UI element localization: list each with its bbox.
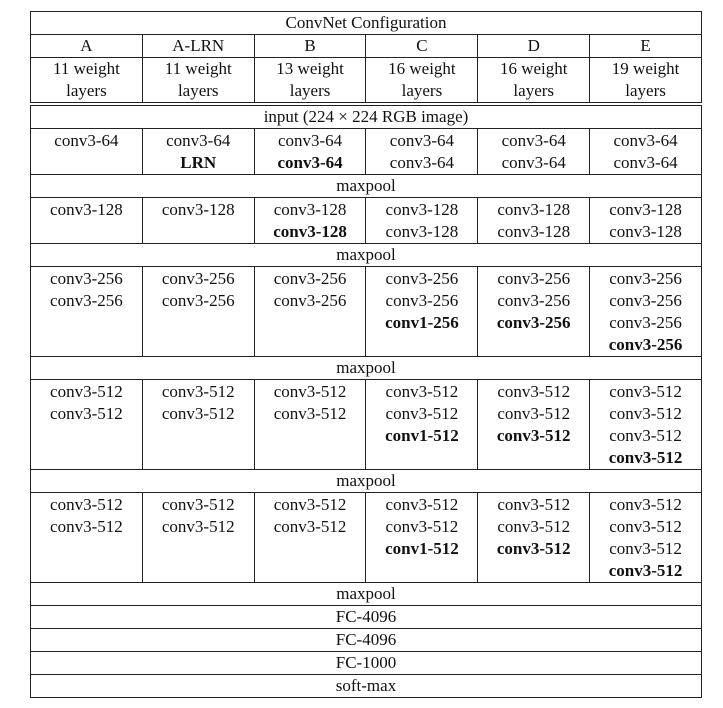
maxpool-row [31, 357, 702, 380]
weight-unit: layers [289, 81, 331, 100]
conv-block-cell-a [31, 493, 143, 583]
layer-item: conv3-512 [609, 539, 682, 558]
weight-layers-e [590, 58, 702, 103]
weight-count: 16 weight [499, 59, 568, 78]
weight-count: 19 weight [611, 59, 680, 78]
conv-block-cell-a-lrn [142, 267, 254, 357]
layer-item: conv3-128 [385, 200, 459, 219]
conv-block-cell-a-lrn [142, 380, 254, 470]
added-layer: conv3-512 [608, 448, 683, 467]
maxpool-layer: maxpool [31, 470, 702, 493]
conv-block-cell-a-lrn [142, 129, 254, 175]
conv-block-row [31, 198, 702, 244]
tail-layer-row [31, 606, 702, 629]
config-name-a-lrn: A-LRN [142, 35, 254, 58]
layer-item: conv3-128 [497, 222, 571, 241]
layer-item: conv3-256 [273, 291, 347, 310]
maxpool-row [31, 244, 702, 267]
conv-block-cell-a-lrn [142, 493, 254, 583]
layer-item: conv3-512 [609, 404, 682, 423]
config-name-c: C [366, 35, 478, 58]
tail-layer-row [31, 652, 702, 675]
layer-item: conv3-256 [50, 269, 123, 288]
layer-item: conv3-512 [273, 382, 347, 401]
layer-item: conv3-512 [161, 404, 235, 423]
layer-item: conv3-256 [497, 291, 571, 310]
weight-count: 11 weight [164, 59, 232, 78]
layer-item: conv3-256 [609, 313, 682, 332]
layer-item: conv3-256 [273, 269, 347, 288]
config-name-b: B [254, 35, 366, 58]
layer-item: conv3-128 [609, 200, 682, 219]
layer-item: conv3-512 [385, 517, 459, 536]
fc-layer: FC-1000 [31, 652, 702, 675]
layer-item: conv3-512 [609, 426, 682, 445]
convnet-config-table [30, 11, 702, 698]
conv-block-cell-a [31, 129, 143, 175]
layer-item: conv3-512 [161, 517, 235, 536]
convnet-config-table-wrapper [30, 11, 701, 698]
layer-item: conv3-256 [161, 291, 235, 310]
weight-count: 16 weight [388, 59, 456, 78]
layer-item: conv3-512 [609, 517, 682, 536]
layer-item: conv3-64 [389, 131, 454, 150]
layer-item: conv3-64 [501, 153, 566, 172]
conv-block-cell-a-lrn [142, 198, 254, 244]
maxpool-layer: maxpool [31, 175, 702, 198]
layer-item: conv3-512 [497, 495, 571, 514]
conv-block-cell-e [590, 129, 702, 175]
layer-item: conv3-512 [385, 404, 459, 423]
layer-item: conv3-256 [385, 269, 459, 288]
layer-item: conv3-128 [273, 200, 347, 219]
layer-item: conv3-256 [50, 291, 123, 310]
layer-item: conv3-512 [161, 495, 235, 514]
layer-item: conv3-256 [161, 269, 235, 288]
layer-item: conv3-256 [385, 291, 459, 310]
weight-unit: layers [66, 81, 107, 100]
layer-item: conv3-64 [501, 131, 566, 150]
weight-layers-c [366, 58, 478, 103]
added-layer: LRN [180, 153, 217, 172]
layer-item: conv3-256 [497, 269, 571, 288]
layer-item: conv3-128 [161, 200, 235, 219]
layer-item: conv3-512 [50, 382, 123, 401]
layer-item: conv3-512 [273, 404, 347, 423]
tail-layer-row [31, 629, 702, 652]
layer-item: conv3-512 [50, 517, 123, 536]
layer-item: conv3-128 [609, 222, 682, 241]
maxpool-row [31, 583, 702, 606]
conv-block-row [31, 380, 702, 470]
layer-item: conv3-64 [613, 131, 678, 150]
layer-item: conv3-512 [385, 495, 459, 514]
conv-block-cell-e [590, 493, 702, 583]
layer-item: conv3-256 [609, 269, 682, 288]
weight-unit: layers [177, 81, 219, 100]
added-layer: conv3-128 [273, 222, 347, 241]
maxpool-row [31, 175, 702, 198]
layer-item: conv3-512 [273, 495, 347, 514]
layer-item: conv3-64 [54, 131, 119, 150]
weight-layers-row [31, 58, 702, 103]
weight-count: 11 weight [52, 59, 120, 78]
weight-unit: layers [625, 81, 666, 100]
layer-item: conv3-512 [497, 517, 571, 536]
maxpool-row [31, 470, 702, 493]
layer-item: conv3-512 [50, 404, 123, 423]
layer-item: conv3-64 [277, 131, 343, 150]
layer-item: conv3-128 [497, 200, 571, 219]
softmax-layer: soft-max [31, 675, 702, 698]
layer-item: conv3-128 [50, 200, 123, 219]
layer-item: conv3-64 [613, 153, 678, 172]
conv-block-cell-c [366, 380, 478, 470]
weight-layers-d [478, 58, 590, 103]
conv-block-cell-c [366, 493, 478, 583]
conv-block-row [31, 129, 702, 175]
added-layer: conv3-64 [277, 153, 343, 172]
layer-item: conv3-512 [50, 495, 123, 514]
conv-block-cell-d [478, 493, 590, 583]
fc-layer: FC-4096 [31, 629, 702, 652]
layer-item: conv3-512 [273, 517, 347, 536]
layer-item: conv3-512 [497, 382, 571, 401]
conv-block-cell-d [478, 380, 590, 470]
layer-item: conv3-256 [609, 291, 682, 310]
layer-item: conv3-512 [497, 404, 571, 423]
conv-block-cell-c [366, 129, 478, 175]
config-name-d: D [478, 35, 590, 58]
conv-block-cell-b [254, 129, 366, 175]
added-layer: conv3-512 [608, 561, 683, 580]
added-layer: conv1-512 [385, 426, 459, 445]
conv-block-cell-e [590, 198, 702, 244]
conv-block-row [31, 493, 702, 583]
weight-count: 13 weight [276, 59, 344, 78]
layer-item: conv3-128 [385, 222, 459, 241]
weight-layers-b [254, 58, 366, 103]
table-body [31, 12, 702, 698]
maxpool-layer: maxpool [31, 357, 702, 380]
tail-layer-row [31, 675, 702, 698]
title-row [31, 12, 702, 35]
config-name-a: A [31, 35, 143, 58]
conv-block-cell-c [366, 267, 478, 357]
weight-unit: layers [401, 81, 443, 100]
layer-item: conv3-64 [389, 153, 454, 172]
input-row [31, 106, 702, 129]
added-layer: conv1-512 [385, 539, 459, 558]
added-layer: conv3-256 [608, 335, 683, 354]
fc-layer: FC-4096 [31, 606, 702, 629]
conv-block-cell-a [31, 267, 143, 357]
added-layer: conv3-512 [496, 426, 571, 445]
conv-block-cell-b [254, 493, 366, 583]
added-layer: conv1-256 [385, 313, 459, 332]
conv-block-cell-e [590, 380, 702, 470]
conv-block-cell-d [478, 198, 590, 244]
conv-block-cell-a [31, 198, 143, 244]
layer-item: conv3-512 [609, 495, 682, 514]
table-title: ConvNet Configuration [31, 12, 702, 35]
config-name-row [31, 35, 702, 58]
conv-block-cell-c [366, 198, 478, 244]
weight-layers-a [31, 58, 143, 103]
weight-layers-a-lrn [142, 58, 254, 103]
conv-block-cell-a [31, 380, 143, 470]
weight-unit: layers [513, 81, 555, 100]
conv-block-cell-b [254, 380, 366, 470]
added-layer: conv3-256 [496, 313, 571, 332]
conv-block-cell-d [478, 267, 590, 357]
config-name-e: E [590, 35, 702, 58]
conv-block-cell-e [590, 267, 702, 357]
maxpool-layer: maxpool [31, 583, 702, 606]
conv-block-cell-b [254, 198, 366, 244]
conv-block-cell-d [478, 129, 590, 175]
conv-block-row [31, 267, 702, 357]
input-layer: input (224 × 224 RGB image) [31, 106, 702, 129]
maxpool-layer: maxpool [31, 244, 702, 267]
layer-item: conv3-512 [385, 382, 459, 401]
layer-item: conv3-64 [166, 131, 231, 150]
layer-item: conv3-512 [609, 382, 682, 401]
layer-item: conv3-512 [161, 382, 235, 401]
added-layer: conv3-512 [496, 539, 571, 558]
conv-block-cell-b [254, 267, 366, 357]
